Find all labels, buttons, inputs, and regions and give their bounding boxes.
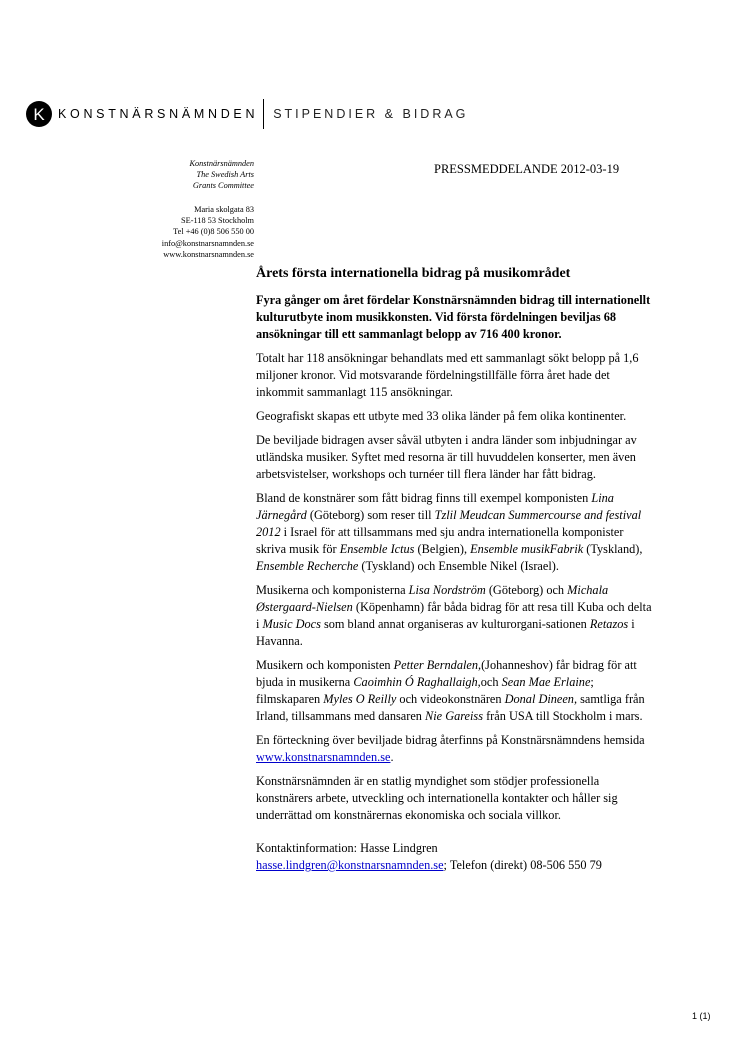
text-run: (Göteborg) som reser till xyxy=(306,508,435,522)
article-paragraph: Totalt har 118 ansökningar behandlats med ett sammanlagt sökt belopp på 1,6 miljoner kronor. Vid motsvarande fördelningstillfälle förra året hade det inkommit sammanlagt 115 ansökningar. xyxy=(256,351,639,399)
contact-email-link[interactable]: hasse.lindgren@konstnarsnamnden.se xyxy=(256,858,444,872)
logo-letter: K xyxy=(33,104,45,124)
logo-mark xyxy=(26,101,52,127)
organization-name: KONSTNÄRSNÄMNDEN xyxy=(58,107,259,121)
article-body xyxy=(256,265,652,881)
text-run: En förteckning över beviljade bidrag återfinns på Konstnärsnämndens hemsida xyxy=(256,733,645,747)
article-lead: Fyra gånger om året fördelar Konstnärsnämnden bidrag till internationellt kulturutbyte inom musikkonsten. Vid första fördelningen beviljas 68 ansökningar till ett sammanlagt belopp av 716 400 kronor. xyxy=(256,293,651,341)
ensemble-name: Ensemble musikFabrik xyxy=(470,542,584,556)
sender-address xyxy=(100,204,254,260)
letterhead xyxy=(26,99,468,129)
sender-address-line: SE-118 53 Stockholm xyxy=(181,216,254,226)
page-number: 1 (1) xyxy=(692,1011,711,1021)
text-run: samtliga från Irland, tillsammans med dansaren xyxy=(256,692,645,723)
artist-name: Lina Järnegård xyxy=(256,491,614,522)
organization-name: Retazos xyxy=(589,617,629,631)
sender-email: info@konstnarsnamnden.se xyxy=(161,238,254,248)
text-run: (Tyskland) och Ensemble Nikel (Israel). xyxy=(358,559,559,573)
contact-label: Kontaktinformation: Hasse Lindgren xyxy=(256,841,438,855)
contact-phone: ; Telefon (direkt) 08-506 550 79 xyxy=(443,858,602,872)
sender-website: www.konstnarsnamnden.se xyxy=(163,249,254,259)
letterhead-divider xyxy=(263,99,264,129)
festival-name: Tzlil Meudcan Summercourse and festival 2012 xyxy=(256,508,642,539)
text-run: och xyxy=(480,675,502,689)
article-paragraph xyxy=(256,490,652,575)
text-run: ; filmskaparen xyxy=(256,675,594,706)
article-headline: Årets första internationella bidrag på musikområdet xyxy=(256,266,571,281)
artist-name: Lisa Nordström xyxy=(408,583,486,597)
sender-org-line: Konstnärsnämnden xyxy=(189,159,254,168)
text-run: Musikerna och komponisterna xyxy=(256,583,409,597)
sender-org-line: Grants Committee xyxy=(192,181,254,191)
article-paragraph: Konstnärsnämnden är en statlig myndighet som stödjer professionella konstnärers arbete, utveckling och internationella kontakter och håller sig underrättad om konstnärernas ekonomiska och sociala villkor. xyxy=(256,774,618,822)
text-run: och videokonstnären xyxy=(396,692,505,706)
sender-organization xyxy=(100,158,254,192)
ensemble-name: Ensemble Recherche xyxy=(256,559,359,573)
text-run: från USA till Stockholm i mars. xyxy=(483,709,643,723)
article-paragraph xyxy=(256,657,652,725)
contact-info xyxy=(256,840,652,874)
sender-address-line: Maria skolgata 83 xyxy=(194,205,254,214)
article-paragraph: Geografiskt skapas ett utbyte med 33 olika länder på fem olika kontinenter. xyxy=(256,409,627,423)
press-release-label: PRESSMEDDELANDE 2012-03-19 xyxy=(434,162,620,176)
letterhead-tagline: STIPENDIER & BIDRAG xyxy=(273,107,469,121)
text-run: (Belgien), xyxy=(414,542,471,556)
text-run: i Israel för att tillsammans med sju andra internationella komponister skriva musik för xyxy=(256,525,624,556)
artist-name: Caoimhin Ó Raghallaigh, xyxy=(353,675,481,689)
artist-name: Sean Mae Erlaine xyxy=(501,675,591,689)
text-run: Bland de konstnärer som fått bidrag finns till exempel komponisten xyxy=(256,491,592,505)
text-run: (Köpenhamn) får båda bidrag för att resa till Kuba och delta i xyxy=(256,600,652,631)
text-run: Musikern och komponisten xyxy=(256,658,394,672)
artist-name: Michala Østergaard-Nielsen xyxy=(256,583,609,614)
text-run: . xyxy=(390,750,394,764)
article-paragraph xyxy=(256,582,652,650)
sender-phone: Tel +46 (0)8 506 550 00 xyxy=(173,227,254,237)
website-link[interactable]: www.konstnarsnamnden.se xyxy=(256,750,391,764)
artist-name: Myles O Reilly xyxy=(323,692,397,706)
event-name: Music Docs xyxy=(262,617,321,631)
ensemble-name: Ensemble Ictus xyxy=(339,542,415,556)
article-paragraph xyxy=(256,732,652,766)
article-paragraph: De beviljade bidragen avser såväl utbyten i andra länder som inbjudningar av utländska musiker. Syftet med resorna är till huvuddelen konserter, men även arbetsvistelser, workshops och turnéer till flera länder har fått bidrag. xyxy=(256,433,637,481)
sender-org-line: The Swedish Arts xyxy=(196,170,254,180)
text-run: (Göteborg) och xyxy=(485,583,568,597)
artist-name: Nie Gareiss xyxy=(425,709,484,723)
artist-name: Petter Berndalen, xyxy=(393,658,482,672)
text-run: (Johanneshov) får bidrag för att bjuda in musikerna xyxy=(256,658,637,689)
text-run: (Tyskland), xyxy=(583,542,643,556)
text-run: i Havanna. xyxy=(256,617,635,648)
text-run: som bland annat organiseras av kulturorgani-sationen xyxy=(320,617,590,631)
artist-name: Donal Dineen, xyxy=(504,692,578,706)
